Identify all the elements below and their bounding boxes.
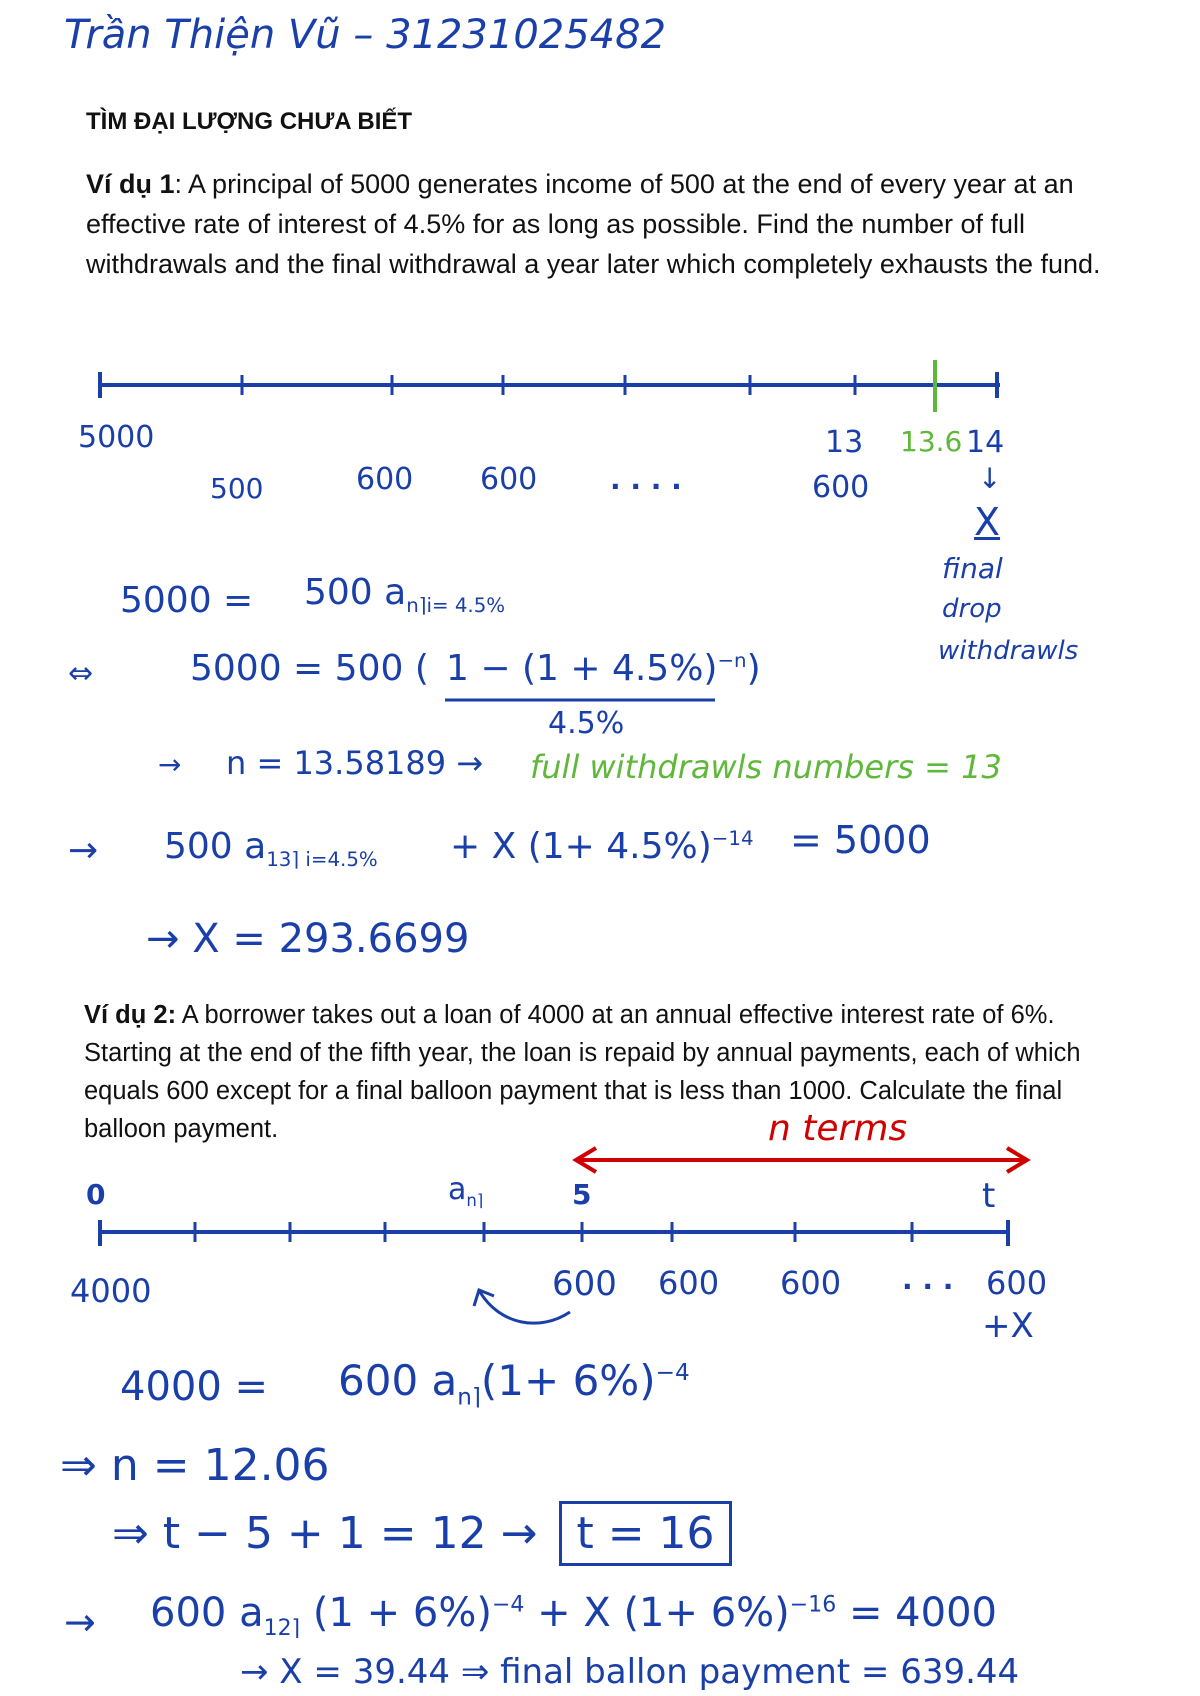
ex2-eq1-exp: −4 xyxy=(655,1360,690,1386)
ex1-eq4-term: + X (1+ 4.5%) xyxy=(450,826,712,867)
timeline2-ellipsis: · · · xyxy=(902,1270,954,1303)
ex1-eq4-c: = 5000 xyxy=(790,818,931,862)
ex2-eq4-d: = 4000 xyxy=(848,1590,997,1636)
ex2-eq1-sub: n⌉ xyxy=(457,1384,481,1411)
ex2-eq2: ⇒ n = 12.06 xyxy=(60,1440,330,1491)
timeline1-payment-13: 600 xyxy=(812,470,870,505)
timeline1-payment-3: 600 xyxy=(480,462,538,497)
timeline2-label-t: t xyxy=(982,1176,996,1216)
ex1-eq2-num: 1 − (1 + 4.5%) xyxy=(446,648,718,689)
ex2-eq5: → X = 39.44 ⇒ final ballon payment = 639.44 xyxy=(240,1652,1020,1692)
ex2-eq1-a: 600 a xyxy=(338,1356,458,1405)
example2-label: Ví dụ 2: xyxy=(84,1001,177,1029)
timeline2-an-a: a xyxy=(448,1172,467,1207)
ex2-eq4-exp2: −16 xyxy=(789,1592,837,1618)
timeline1-x-label: X xyxy=(974,500,1001,544)
ex2-eq4-b: (1 + 6%) xyxy=(312,1590,492,1636)
ex1-eq1-sub: n⌉i= 4.5% xyxy=(406,594,506,618)
ex2-eq1-lhs: 4000 = xyxy=(120,1364,269,1410)
timeline1-payment-2: 600 xyxy=(356,462,414,497)
ex1-eq2-close: ) xyxy=(746,648,761,689)
ex2-eq3 xyxy=(112,1508,732,1559)
ex1-eq4-a: 500 a xyxy=(164,826,267,867)
ex2-eq4-sub: 12⌉ xyxy=(263,1616,301,1641)
example1-text: : A principal of 5000 generates income of 500 at the end of every year at an effective rate of interest of 4.5% for as long as possible. Find the number of full withdrawals and the final withdrawal a year later which completely exhausts the fund. xyxy=(86,169,1101,279)
ex1-eq4-prefix: → xyxy=(68,830,99,871)
ex1-eq3: n = 13.58189 → xyxy=(226,744,484,782)
timeline1-start-value: 5000 xyxy=(78,420,155,455)
timeline2-payment-1: 600 xyxy=(552,1264,617,1304)
final-note-line-2: drop xyxy=(942,594,1002,624)
ex1-eq3-prefix: → xyxy=(158,748,182,781)
timeline2-payment-2: 600 xyxy=(658,1264,720,1302)
timeline2-label-5: 5 xyxy=(572,1178,592,1211)
ex1-eq4-exp: −14 xyxy=(711,827,754,850)
timeline2-payment-last: 600 xyxy=(986,1264,1048,1302)
timeline2-start-value: 4000 xyxy=(70,1272,152,1310)
timeline1-payment-1: 500 xyxy=(210,472,264,505)
timeline1-ellipsis: · · · · xyxy=(610,470,682,503)
ex2-eq4-a: 600 a xyxy=(150,1590,264,1636)
ex1-eq2-lhs: 5000 = 500 ( xyxy=(190,648,429,689)
timeline2-label-an xyxy=(448,1172,483,1210)
ex1-eq3-note: full withdrawls numbers = 13 xyxy=(530,748,1002,786)
ex2-eq4-c: + X (1+ 6%) xyxy=(537,1590,790,1636)
timeline2-payment-3: 600 xyxy=(780,1264,842,1302)
timeline2-label-0: 0 xyxy=(86,1178,106,1211)
ex1-eq5: → X = 293.6699 xyxy=(146,916,470,962)
timeline1-label-13-6: 13.6 xyxy=(900,425,963,458)
ex1-eq1-lhs: 5000 = xyxy=(120,580,254,621)
example2-text: A borrower takes out a loan of 4000 at an annual effective interest rate of 6%. Starting at the end of the fifth year, the loan is repaid by annual payments, each of which equals 600 except for a final balloon payment that is less than 1000. Calculate the final balloon payment. xyxy=(84,1001,1081,1143)
timeline1-label-13: 13 xyxy=(825,425,864,460)
final-note-line-1: final xyxy=(942,552,1003,585)
timeline2-an-sub: n⌉ xyxy=(466,1191,484,1210)
ex1-eq2-exp: −n xyxy=(717,649,747,672)
author-name: Trần Thiện Vũ – 31231025482 xyxy=(64,12,667,58)
timeline2-plus-x: +X xyxy=(982,1306,1034,1346)
ex1-eq1-annuity: 500 a xyxy=(304,572,407,613)
timeline1-label-14: 14 xyxy=(966,425,1005,460)
ex2-eq3-text: ⇒ t − 5 + 1 = 12 → xyxy=(112,1508,538,1559)
final-note-line-3: withdrawls xyxy=(938,636,1079,666)
ex1-eq2-denominator: 4.5% xyxy=(548,706,625,741)
ex2-eq1-rhs xyxy=(338,1356,690,1410)
down-arrow-icon: ↓ xyxy=(978,462,1002,495)
ex2-eq4 xyxy=(150,1590,997,1641)
ex2-eq4-exp1: −4 xyxy=(491,1592,525,1618)
ex2-eq1-tail: (1+ 6%) xyxy=(480,1356,656,1405)
ex1-eq4-sub: 13⌉ i=4.5% xyxy=(266,848,378,872)
section-heading: TÌM ĐẠI LƯỢNG CHƯA BIẾT xyxy=(86,108,413,135)
ex2-eq4-prefix: → xyxy=(64,1600,96,1644)
example1-label: Ví dụ 1 xyxy=(86,169,175,199)
n-terms-label: n terms xyxy=(768,1108,908,1149)
ex2-eq3-boxed-result: t = 16 xyxy=(559,1501,731,1566)
ex1-eq2-prefix: ⇔ xyxy=(68,656,94,691)
